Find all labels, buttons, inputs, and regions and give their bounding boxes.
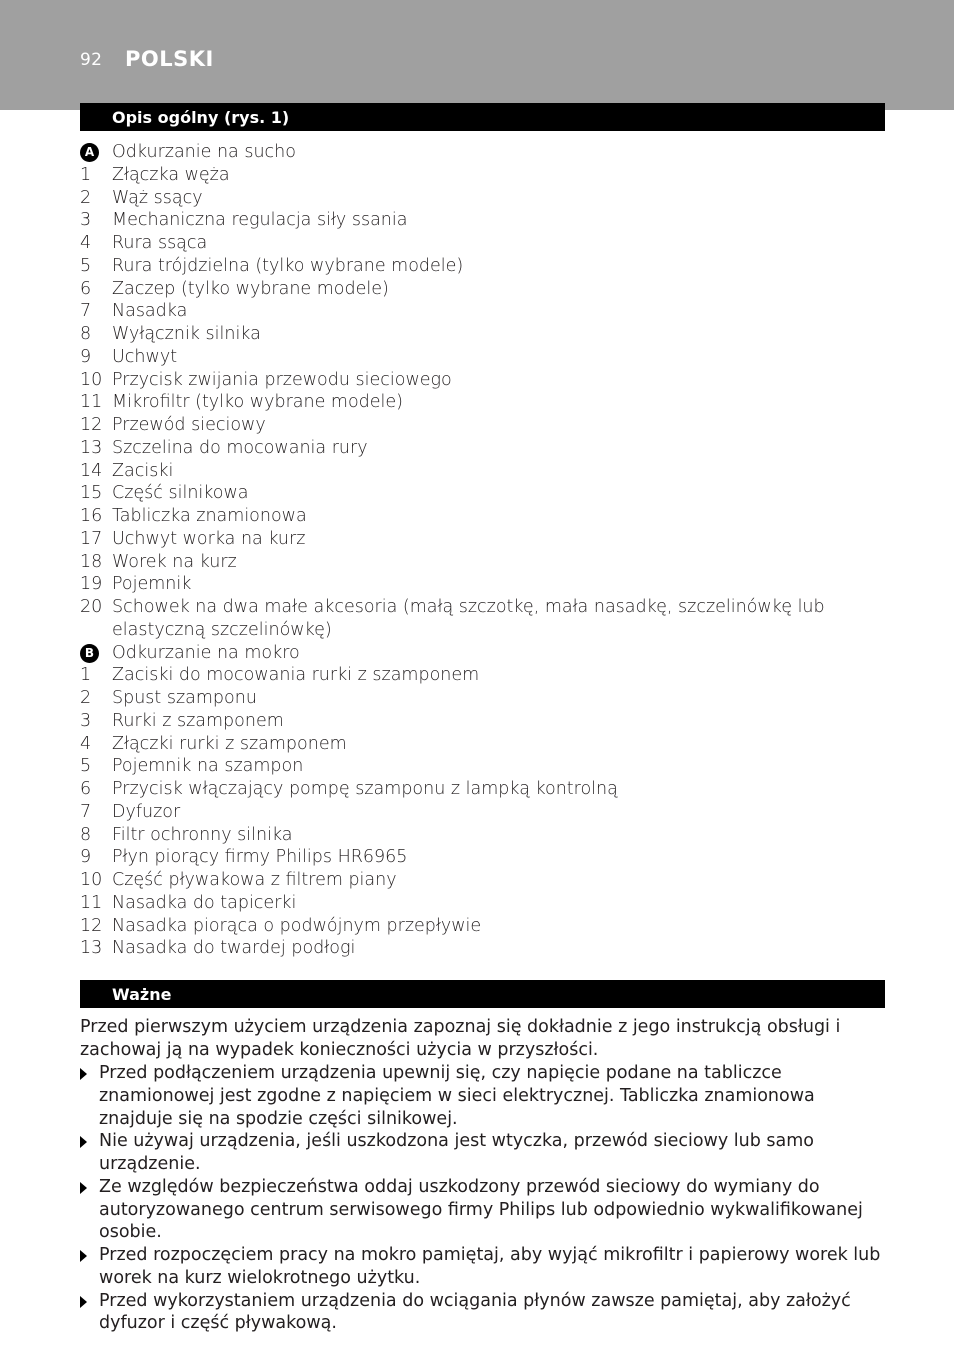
item-label: Część silnikowa: [112, 483, 249, 504]
item-number: 10: [80, 369, 103, 390]
list-item: [80, 846, 886, 869]
list-item: [80, 892, 886, 915]
item-label: Pojemnik na szampon: [112, 756, 304, 777]
item-label: Wąż ssący: [112, 187, 203, 208]
list-item: [80, 232, 886, 255]
item-label: Schowek na dwa małe akcesoria (małą szczotkę, mała nasadkę, szczelinówkę lub elastyczną szczelinówkę): [112, 597, 825, 640]
bullet-arrow-icon: [80, 1250, 87, 1262]
list-item: [80, 596, 886, 642]
item-number: 18: [80, 551, 103, 572]
item-number: 14: [80, 460, 103, 481]
language-heading: POLSKI: [125, 47, 214, 71]
item-number: 6: [80, 278, 92, 299]
item-number: 13: [80, 938, 103, 959]
item-number: 1: [80, 665, 92, 686]
group-b-title: Odkurzanie na mokro: [112, 642, 300, 663]
item-label: Dyfuzor: [112, 801, 181, 822]
list-item: [80, 937, 886, 960]
item-label: Przewód sieciowy: [112, 415, 266, 435]
list-item: [80, 755, 886, 778]
bullet-text: Przed podłączeniem urządzenia upewnij się, czy napięcie podane na tabliczce znamionowej jest zgodne z napięciem w sieci elektrycznej. Tabliczka znamionowa znajduje się na spodzie części silnikowej.: [99, 1063, 815, 1129]
warning-bullet-list: [80, 1062, 888, 1335]
list-item: [80, 300, 886, 323]
item-number: 11: [80, 892, 103, 913]
item-label: Rurki z szamponem: [112, 710, 284, 731]
item-number: 1: [80, 164, 92, 185]
list-item: [80, 687, 886, 710]
item-label: Uchwyt worka na kurz: [112, 528, 306, 549]
item-label: Nasadka piorąca o podwójnym przepływie: [112, 915, 482, 936]
bullet-arrow-icon: [80, 1182, 87, 1194]
item-number: 8: [80, 324, 92, 344]
section-title: Ważne: [112, 985, 172, 1004]
letter-b-badge-icon: B: [80, 644, 99, 663]
list-item: [80, 278, 886, 301]
bullet-text: Ze względów bezpieczeństwa oddaj uszkodzony przewód sieciowy do wymiany do autoryzowanego centrum serwisowego firmy Philips lub odpowiednio wykwalifikowanej osobie.: [99, 1176, 863, 1243]
item-number: 4: [80, 233, 92, 253]
group-a-heading: [80, 141, 886, 164]
list-item: [80, 801, 886, 824]
item-label: Złączki rurki z szamponem: [112, 733, 347, 754]
item-label: Rura trójdzielna (tylko wybrane modele): [112, 255, 464, 276]
list-item: [80, 164, 886, 187]
warning-bullet: [80, 1176, 888, 1244]
item-label: Wyłącznik silnika: [112, 324, 261, 344]
group-a-items: [80, 164, 886, 642]
item-number: 10: [80, 870, 103, 890]
list-item: [80, 187, 886, 210]
item-number: 12: [80, 415, 103, 435]
page-number: 92: [80, 50, 103, 70]
list-item: [80, 664, 886, 687]
bullet-arrow-icon: [80, 1296, 87, 1308]
item-label: Uchwyt: [112, 346, 178, 367]
item-label: Płyn piorący firmy Philips HR6965: [112, 847, 408, 868]
item-number: 5: [80, 255, 92, 276]
important-intro-text: Przed pierwszym użyciem urządzenia zapoznaj się dokładnie z jego instrukcją obsługi i zachowaj ją na wypadek konieczności użycia w przyszłości.: [80, 1017, 841, 1060]
bullet-arrow-icon: [80, 1136, 87, 1148]
item-label: Tabliczka znamionowa: [112, 506, 307, 526]
item-number: 6: [80, 779, 92, 799]
item-number: 15: [80, 483, 103, 504]
group-a-title: Odkurzanie na sucho: [112, 142, 296, 162]
letter-a-badge-icon: A: [80, 143, 99, 162]
section-bar-general-description: [80, 103, 885, 131]
list-item: [80, 915, 886, 938]
item-label: Część pływakowa z filtrem piany: [112, 870, 397, 890]
item-label: Przycisk włączający pompę szamponu z lampką kontrolną: [112, 779, 618, 799]
list-item: [80, 505, 886, 528]
item-number: 11: [80, 392, 103, 413]
parts-list: [80, 141, 886, 960]
list-item: [80, 437, 886, 460]
list-item: [80, 482, 886, 505]
list-item: [80, 255, 886, 278]
item-number: 9: [80, 847, 92, 868]
item-label: Nasadka do twardej podłogi: [112, 938, 356, 959]
bullet-text: Przed rozpoczęciem pracy na mokro pamiętaj, aby wyjąć mikrofiltr i papierowy worek lub worek na kurz wielokrotnego użytku.: [99, 1245, 881, 1288]
item-label: Rura ssąca: [112, 233, 208, 253]
list-item: [80, 551, 886, 574]
item-number: 2: [80, 187, 92, 208]
item-number: 9: [80, 346, 92, 367]
item-number: 19: [80, 574, 103, 595]
item-label: Worek na kurz: [112, 551, 237, 572]
item-number: 2: [80, 688, 92, 708]
list-item: [80, 323, 886, 346]
list-item: [80, 528, 886, 551]
item-label: Nasadka: [112, 301, 188, 322]
item-number: 17: [80, 528, 103, 549]
warning-bullet: [80, 1062, 888, 1130]
group-b-heading: [80, 642, 886, 665]
item-label: Szczelina do mocowania rury: [112, 437, 368, 458]
list-item: [80, 710, 886, 733]
item-label: Zaczep (tylko wybrane modele): [112, 278, 389, 299]
list-item: [80, 733, 886, 756]
item-number: 3: [80, 210, 92, 231]
section-title: Opis ogólny (rys. 1): [112, 108, 290, 127]
list-item: [80, 369, 886, 392]
list-item: [80, 778, 886, 801]
warning-bullet: [80, 1290, 888, 1336]
item-number: 12: [80, 915, 103, 936]
warning-bullet: [80, 1130, 888, 1176]
item-number: 8: [80, 824, 92, 845]
item-number: 4: [80, 733, 92, 754]
group-b-items: [80, 664, 886, 960]
list-item: [80, 391, 886, 414]
item-label: Przycisk zwijania przewodu sieciowego: [112, 369, 452, 390]
item-label: Filtr ochronny silnika: [112, 824, 293, 845]
bullet-arrow-icon: [80, 1068, 87, 1080]
item-number: 5: [80, 756, 92, 777]
item-label: Spust szamponu: [112, 688, 257, 708]
bullet-text: Nie używaj urządzenia, jeśli uszkodzona jest wtyczka, przewód sieciowy lub samo urządzenie.: [99, 1131, 814, 1174]
item-label: Pojemnik: [112, 574, 192, 595]
item-label: Mechaniczna regulacja siły ssania: [112, 210, 408, 231]
item-label: Mikrofiltr (tylko wybrane modele): [112, 392, 404, 413]
bullet-text: Przed wykorzystaniem urządzenia do wciągania płynów zawsze pamiętaj, aby założyć dyfuzor i część pływakową.: [99, 1290, 851, 1334]
item-label: Nasadka do tapicerki: [112, 892, 297, 913]
list-item: [80, 573, 886, 596]
item-label: Zaciski do mocowania rurki z szamponem: [112, 665, 480, 686]
list-item: [80, 414, 886, 437]
item-label: Złączka węża: [112, 164, 230, 185]
item-number: 7: [80, 301, 92, 322]
item-label: Zaciski: [112, 460, 174, 481]
warning-bullet: [80, 1244, 888, 1290]
item-number: 13: [80, 437, 103, 458]
list-item: [80, 824, 886, 847]
item-number: 3: [80, 710, 92, 731]
item-number: 20: [80, 597, 103, 617]
item-number: 16: [80, 506, 103, 526]
list-item: [80, 346, 886, 369]
list-item: [80, 209, 886, 232]
list-item: [80, 460, 886, 483]
section-bar-important: [80, 980, 885, 1008]
item-number: 7: [80, 801, 92, 822]
list-item: [80, 869, 886, 892]
